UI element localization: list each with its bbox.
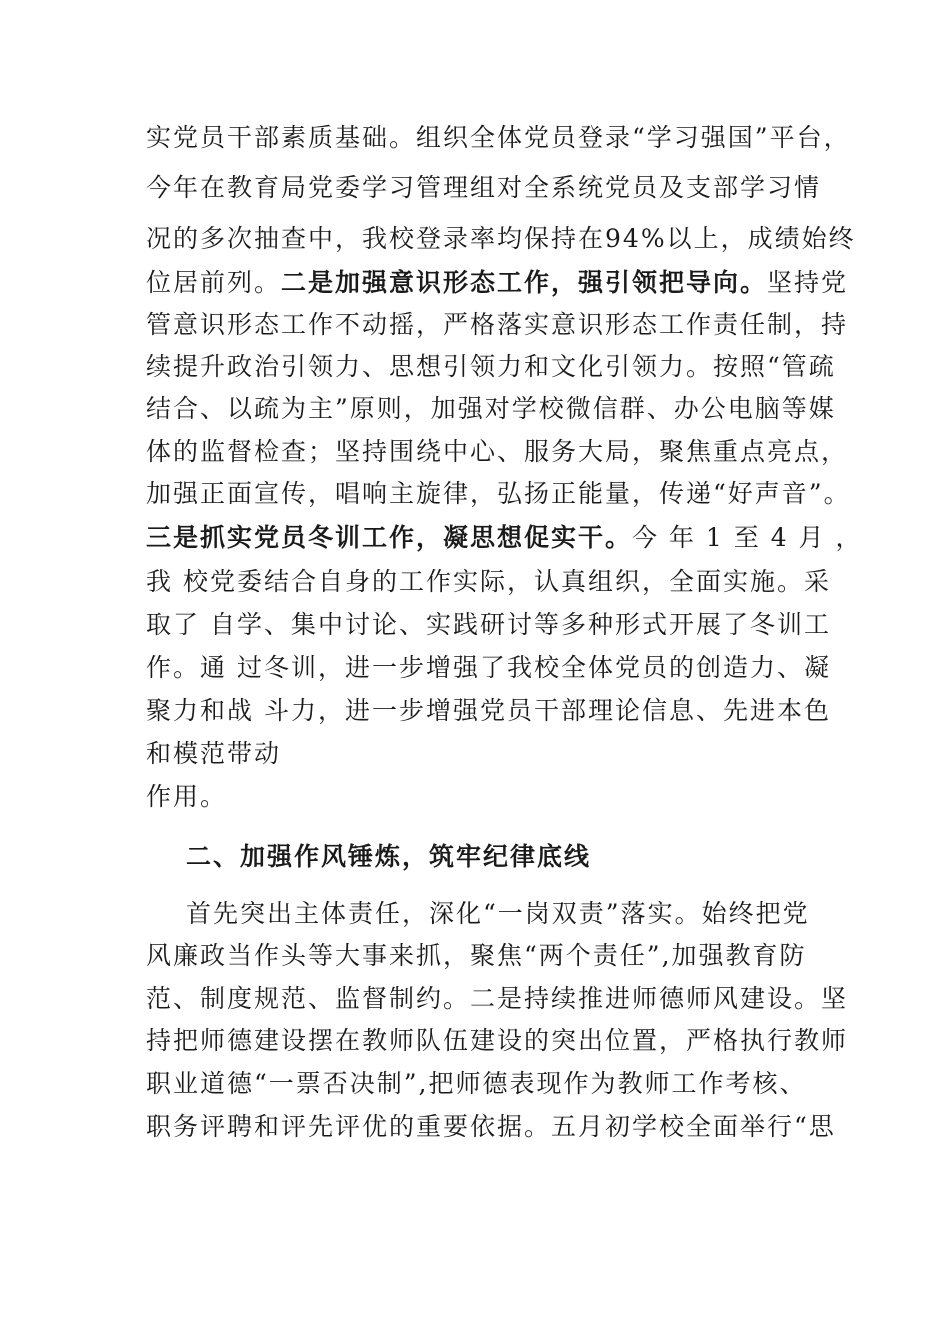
paragraph-line: 和模范带动 <box>146 739 282 768</box>
paragraph-line: 首先突出主体责任，深化“一岗双责”落实。始终把党 <box>186 899 810 928</box>
paragraph-line: 范、制度规范、监督制约。二是持续推进师德师风建设。坚 <box>146 984 849 1013</box>
paragraph-line: 风廉政当作头等大事来抓，聚焦“两个责任”,加强教育防 <box>146 941 807 970</box>
paragraph-line: 作。通 过冬训，进一步增强了我校全体党员的创造力、凝 <box>146 653 831 682</box>
paragraph-line: 结合、以疏为主”原则，加强对学校微信群、办公电脑等媒 <box>146 394 836 423</box>
paragraph-line: 加强正面宣传，唱响主旋律，弘扬正能量，传递“好声音”。 <box>146 479 851 508</box>
bold-text-run: 二是加强意识形态工作，强引领把导向。 <box>281 268 768 297</box>
paragraph-line: 我 校党委结合自身的工作实际，认真组织，全面实施。采 <box>146 567 831 596</box>
paragraph-line <box>146 266 848 300</box>
paragraph-line: 作用。 <box>146 782 228 811</box>
paragraph-line: 持把师德建设摆在教师队伍建设的突出位置，严格执行教师 <box>146 1026 849 1055</box>
paragraph-line: 况的多次抽查中，我校登录率均保持在94%以上，成绩始终 <box>146 224 856 253</box>
paragraph-line <box>146 521 863 555</box>
paragraph-line: 实党员干部素质基础。组织全体党员登录“学习强国”平台， <box>146 123 851 152</box>
paragraph-line: 聚力和战 斗力，进一步增强党员干部理论信息、先进本色 <box>146 696 831 725</box>
bold-text-run: 三是抓实党员冬训工作，凝思想促实干。 <box>146 523 633 552</box>
paragraph-line: 管意识形态工作不动摇，严格落实意识形态工作责任制，持 <box>146 310 849 339</box>
section-heading: 二、加强作风锤炼，筑牢纪律底线 <box>186 842 592 871</box>
text-run: 位居前列。 <box>146 268 282 297</box>
paragraph-line: 续提升政治引领力、思想引领力和文化引领力。按照“管疏 <box>146 352 836 381</box>
text-run: 今 年 1 至 4 月 ， <box>632 523 863 552</box>
text-run: 坚持党 <box>767 268 849 297</box>
paragraph-line: 体的监督检查；坚持围绕中心、服务大局，聚焦重点亮点， <box>146 437 849 466</box>
paragraph-line: 职务评聘和评先评优的重要依据。五月初学校全面举行“思 <box>146 1112 836 1141</box>
paragraph-line: 今年在教育局党委学习管理组对全系统党员及支部学习情 <box>146 173 822 202</box>
paragraph-line: 职业道德“一票否决制”,把师德表现作为教师工作考核、 <box>146 1069 807 1098</box>
paragraph-line: 取了 自学、集中讨论、实践研讨等多种形式开展了冬训工 <box>146 610 831 639</box>
